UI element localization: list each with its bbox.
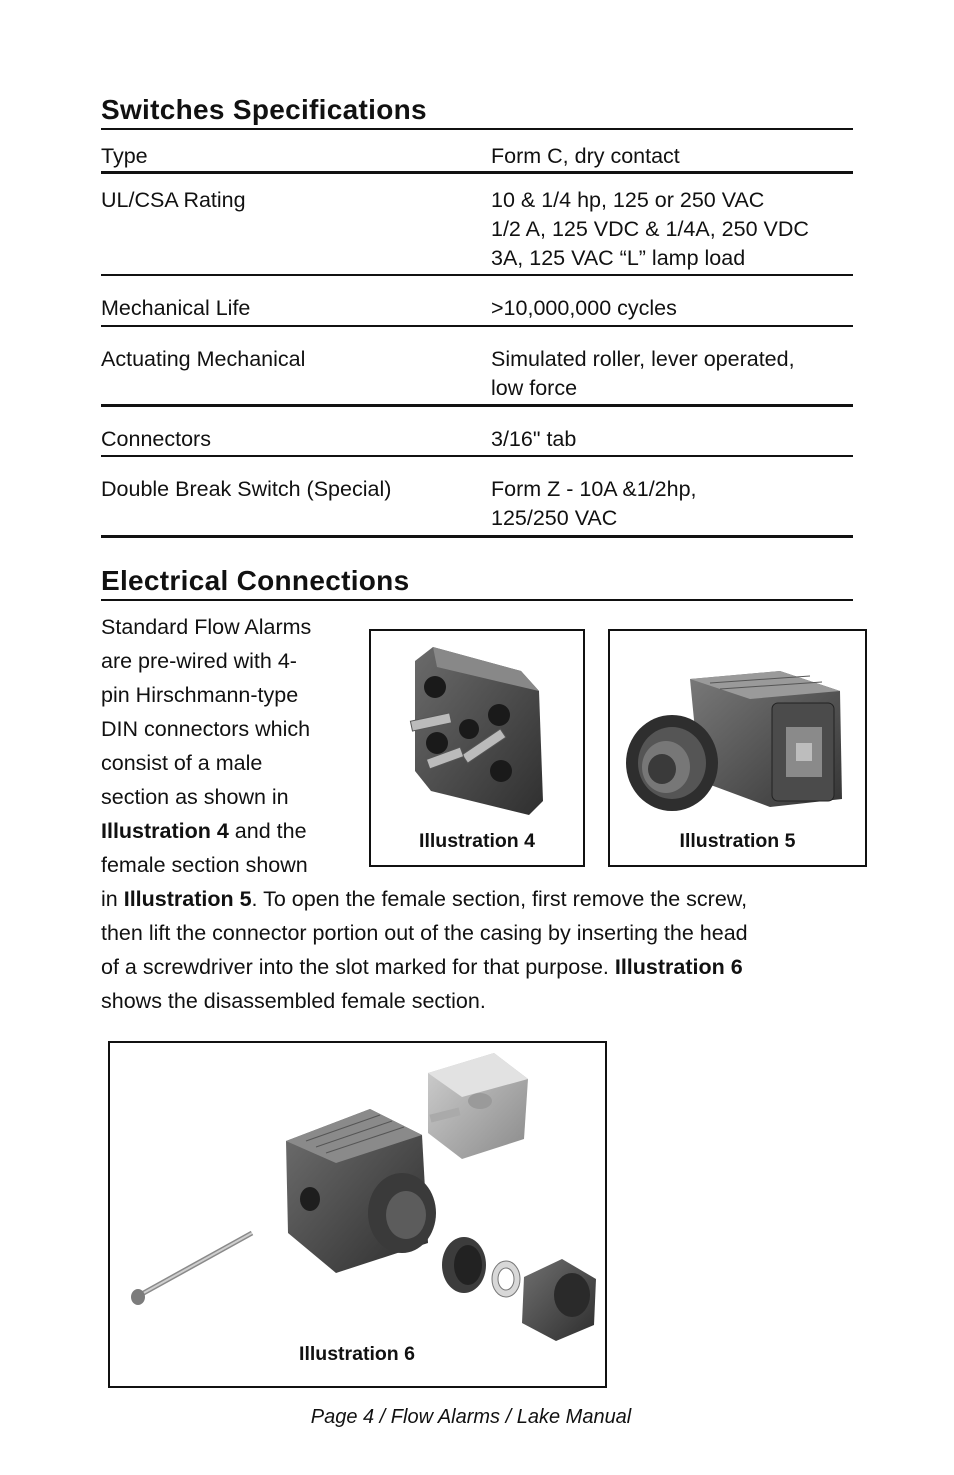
text-line: pin Hirschmann-type: [101, 683, 299, 707]
text-span: in: [101, 887, 124, 911]
illustration-4-caption: Illustration 4: [419, 830, 535, 852]
spec-value: [491, 475, 697, 533]
illustration-5-frame: [608, 629, 867, 867]
spec-value-line: 1/2 A, 125 VDC & 1/4A, 250 VDC: [491, 217, 809, 241]
text-line: shows the disassembled female section.: [101, 989, 486, 1013]
text-line: DIN connectors which: [101, 717, 311, 741]
male-connector-image: [371, 631, 583, 826]
bold-ref: Illustration 5: [123, 887, 252, 911]
spec-label: Type: [101, 144, 148, 168]
spec-value: Form C, dry contact: [491, 144, 680, 168]
divider: [101, 325, 853, 327]
text-span: and the: [228, 819, 307, 843]
text-line: section as shown in: [101, 785, 289, 809]
wrap-text: [101, 610, 351, 882]
spec-label: Mechanical Life: [101, 296, 251, 320]
spec-value: [491, 345, 795, 403]
divider: [101, 535, 853, 538]
spec-value: >10,000,000 cycles: [491, 296, 677, 320]
text-line: then lift the connector portion out of the casing by inserting the head: [101, 921, 748, 945]
disassembled-connector-image: [110, 1043, 605, 1343]
spec-label: Actuating Mechanical: [101, 347, 306, 371]
spec-value-line: 125/250 VAC: [491, 506, 618, 530]
text-line: female section shown: [101, 853, 308, 877]
electrical-heading: Electrical Connections: [101, 565, 853, 601]
text-line: are pre-wired with 4-: [101, 649, 297, 673]
text-line: [101, 882, 861, 916]
divider: [101, 404, 853, 407]
switches-heading: Switches Specifications: [101, 94, 853, 130]
text-line: [101, 950, 861, 984]
illustration-4-frame: [369, 629, 585, 867]
text-line: Standard Flow Alarms: [101, 615, 312, 639]
text-span: . To open the female section, first remove the screw,: [251, 887, 748, 911]
illustration-6-frame: [108, 1041, 607, 1388]
spec-label: Double Break Switch (Special): [101, 477, 392, 501]
spec-value-line: 3A, 125 VAC “L” lamp load: [491, 246, 746, 270]
spec-value-line: 10 & 1/4 hp, 125 or 250 VAC: [491, 188, 765, 212]
spec-value-line: low force: [491, 376, 578, 400]
spec-value: [491, 186, 809, 273]
illustration-6-caption: Illustration 6: [299, 1343, 415, 1365]
spec-value: 3/16" tab: [491, 427, 577, 451]
page-footer: Page 4 / Flow Alarms / Lake Manual: [310, 1406, 632, 1428]
full-text: [101, 882, 861, 1018]
text-line: consist of a male: [101, 751, 263, 775]
spec-label: Connectors: [101, 427, 211, 451]
spec-value-line: Form Z - 10A &1/2hp,: [491, 477, 697, 501]
text-span: of a screwdriver into the slot marked for that purpose.: [101, 955, 615, 979]
female-connector-image: [610, 631, 865, 826]
divider: [101, 274, 853, 276]
divider: [101, 455, 853, 457]
illustration-5-caption: Illustration 5: [679, 830, 796, 852]
spec-label: UL/CSA Rating: [101, 188, 246, 212]
text-line: [101, 814, 351, 848]
bold-ref: Illustration 4: [101, 819, 229, 843]
divider: [101, 171, 853, 174]
spec-value-line: Simulated roller, lever operated,: [491, 347, 795, 371]
bold-ref: Illustration 6: [614, 955, 743, 979]
